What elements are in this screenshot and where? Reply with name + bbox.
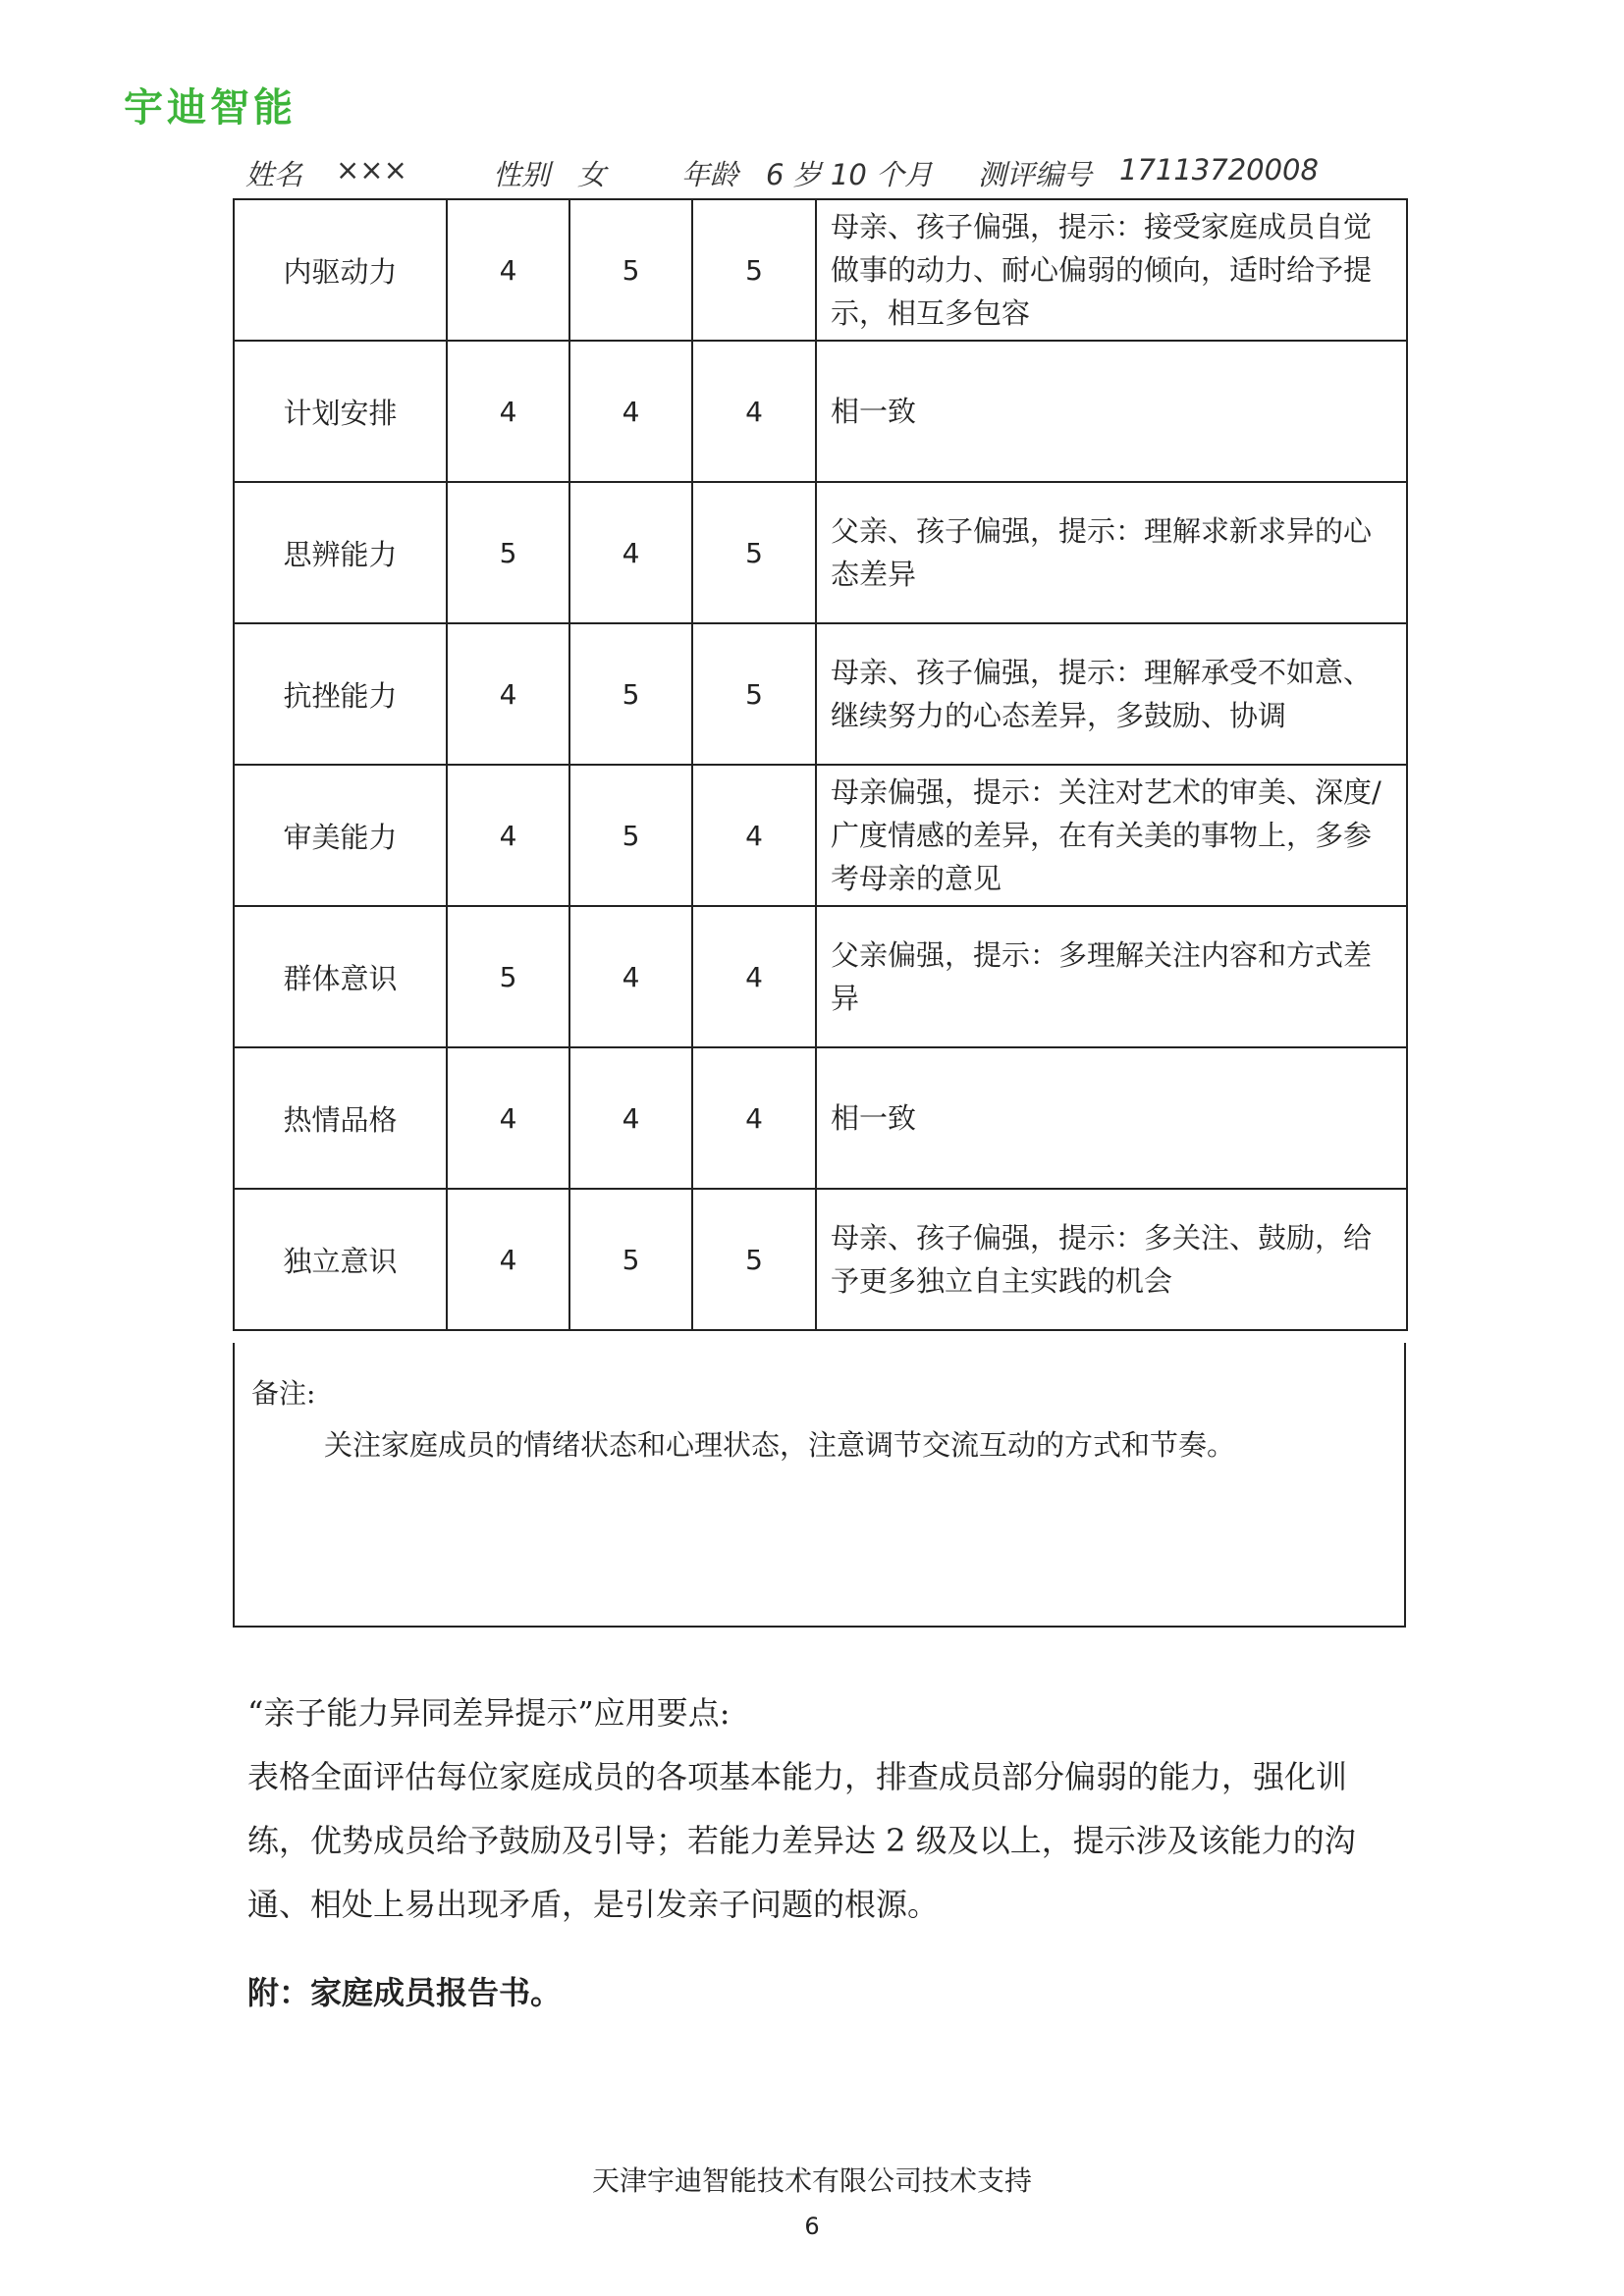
ability-name: 群体意识	[234, 906, 447, 1047]
score-1: 5	[447, 482, 569, 623]
ability-name: 计划安排	[234, 341, 447, 482]
gender-value: 女	[577, 158, 607, 191]
score-3: 4	[692, 906, 816, 1047]
score-3: 4	[692, 341, 816, 482]
table-row	[234, 906, 1407, 1047]
ability-name: 审美能力	[234, 765, 447, 906]
score-2: 4	[569, 341, 692, 482]
score-3: 4	[692, 1047, 816, 1189]
score-2: 5	[569, 199, 692, 341]
score-3: 5	[692, 482, 816, 623]
ability-name: 思辨能力	[234, 482, 447, 623]
remarks-box	[233, 1343, 1406, 1628]
difference-tip: 父亲、孩子偏强，提示：理解求新求异的心态差异	[816, 482, 1407, 623]
tips-heading: “亲子能力异同差异提示”应用要点:	[247, 1694, 731, 1732]
score-2: 5	[569, 765, 692, 906]
brand-logo-text: 宇迪智能	[124, 85, 297, 131]
score-2: 5	[569, 623, 692, 765]
score-1: 5	[447, 906, 569, 1047]
score-2: 4	[569, 482, 692, 623]
remarks-label: 备注:	[251, 1377, 316, 1410]
tips-line-1: 表格全面评估每位家庭成员的各项基本能力，排查成员部分偏弱的能力，强化训	[247, 1758, 1348, 1795]
age-value: 6 岁 10 个月	[766, 158, 934, 191]
name-value: ×××	[336, 153, 407, 187]
tips-line-3: 通、相处上易出现矛盾，是引发亲子问题的根源。	[247, 1886, 940, 1923]
score-1: 4	[447, 623, 569, 765]
score-1: 4	[447, 1189, 569, 1330]
score-1: 4	[447, 341, 569, 482]
score-1: 4	[447, 765, 569, 906]
score-2: 4	[569, 1047, 692, 1189]
score-3: 5	[692, 1189, 816, 1330]
id-label: 测评编号	[978, 158, 1093, 191]
ability-name: 抗挫能力	[234, 623, 447, 765]
remarks-text: 关注家庭成员的情绪状态和心理状态，注意调节交流互动的方式和节奏。	[324, 1428, 1236, 1462]
score-3: 5	[692, 199, 816, 341]
attachment-note: 附：家庭成员报告书。	[247, 1974, 563, 2011]
difference-tip: 母亲、孩子偏强，提示：理解承受不如意、继续努力的心态差异，多鼓励、协调	[816, 623, 1407, 765]
difference-tip: 父亲偏强，提示：多理解关注内容和方式差异	[816, 906, 1407, 1047]
score-1: 4	[447, 1047, 569, 1189]
name-label: 姓名	[245, 158, 303, 191]
difference-tip: 相一致	[816, 1047, 1407, 1189]
table-row	[234, 482, 1407, 623]
table-row	[234, 341, 1407, 482]
table-row	[234, 1047, 1407, 1189]
score-2: 5	[569, 1189, 692, 1330]
id-value: 17113720008	[1119, 153, 1319, 187]
difference-tip: 相一致	[816, 341, 1407, 482]
age-label: 年龄	[681, 158, 739, 191]
ability-comparison-table	[233, 198, 1408, 1331]
page-number: 6	[804, 2213, 820, 2240]
difference-tip: 母亲、孩子偏强，提示：多关注、鼓励，给予更多独立自主实践的机会	[816, 1189, 1407, 1330]
difference-tip: 母亲、孩子偏强，提示：接受家庭成员自觉做事的动力、耐心偏弱的倾向，适时给予提示，相互多包容	[816, 199, 1407, 341]
tips-line-2: 练，优势成员给予鼓励及引导；若能力差异达 2 级及以上，提示涉及该能力的沟	[247, 1822, 1356, 1859]
score-3: 4	[692, 765, 816, 906]
table-row	[234, 623, 1407, 765]
table-row	[234, 199, 1407, 341]
ability-name: 内驱动力	[234, 199, 447, 341]
score-2: 4	[569, 906, 692, 1047]
ability-name: 热情品格	[234, 1047, 447, 1189]
score-3: 5	[692, 623, 816, 765]
table-row	[234, 765, 1407, 906]
table-row	[234, 1189, 1407, 1330]
footer-support: 天津宇迪智能技术有限公司技术支持	[591, 2164, 1032, 2197]
difference-tip: 母亲偏强，提示：关注对艺术的审美、深度/广度情感的差异，在有关美的事物上，多参考母亲的意见	[816, 765, 1407, 906]
score-1: 4	[447, 199, 569, 341]
gender-label: 性别	[493, 158, 551, 191]
ability-name: 独立意识	[234, 1189, 447, 1330]
